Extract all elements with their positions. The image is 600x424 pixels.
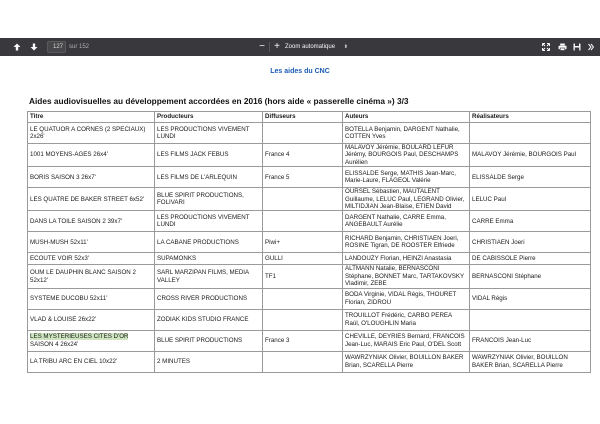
cell-producteurs: LA CABANE PRODUCTIONS [155, 232, 263, 253]
cell-producteurs: LES PRODUCTIONS VIVEMENT LUNDI [155, 123, 263, 144]
cell-diffuseurs [263, 309, 343, 330]
cell-auteurs: TROUILLOT Frédéric, CARBO PEREA Raúl, O'LOUGHLIN Maria [343, 309, 470, 330]
table-header-row [28, 112, 591, 123]
cell-titre: DANS LA TOILE SAISON 2 39x7' [28, 211, 155, 232]
table-row [28, 232, 591, 253]
cell-titre: MUSH-MUSH 52x11' [28, 232, 155, 253]
cell-auteurs: CHEVILLE, DEYRIES Bernard, FRANCOIS Jean-Luc, MARAIS Eric Paul, O'DEL Scott [343, 330, 470, 351]
column-header-realisateurs: Réalisateurs [470, 112, 591, 123]
cell-titre [28, 330, 155, 351]
cell-diffuseurs: Piwi+ [263, 232, 343, 253]
presentation-mode-button[interactable] [540, 38, 552, 56]
cell-diffuseurs: GULLI [263, 253, 343, 265]
cell-titre: VLAD & LOUISE 26x22' [28, 309, 155, 330]
cell-realisateurs: MALAVOY Jérémie, BOURGOIS Paul [470, 144, 591, 167]
cell-diffuseurs [263, 288, 343, 309]
cell-producteurs: SARL MARZIPAN FILMS, MEDIA VALLEY [155, 265, 263, 288]
cell-auteurs: BOTELLA Benjamin, DARGENT Nathalie, COTTEN Yves [343, 123, 470, 144]
page-number-input[interactable] [47, 41, 66, 53]
table-row [28, 288, 591, 309]
pdf-toolbar [0, 38, 600, 56]
table-row [28, 211, 591, 232]
cell-diffuseurs: France 3 [263, 330, 343, 351]
cell-producteurs: SUPAMONKS [155, 253, 263, 265]
cell-realisateurs: DE CABISSOLE Pierre [470, 253, 591, 265]
cell-producteurs: LES PRODUCTIONS VIVEMENT LUNDI [155, 211, 263, 232]
print-button[interactable] [556, 38, 568, 56]
cell-realisateurs [470, 309, 591, 330]
cell-diffuseurs: France 4 [263, 144, 343, 167]
zoom-in-button[interactable]: + [274, 41, 280, 52]
toolbar-divider [269, 42, 270, 52]
zoom-select[interactable] [285, 41, 348, 53]
fullscreen-icon [542, 43, 550, 51]
tools-button[interactable] [585, 38, 597, 56]
table-row [28, 330, 591, 351]
cell-titre: LES QUATRE DE BAKER STREET 6x52' [28, 188, 155, 211]
arrow-down-icon [30, 43, 38, 51]
cell-auteurs: LANDOUZY Florian, HEINZI Anastasia [343, 253, 470, 265]
cell-diffuseurs [263, 211, 343, 232]
cell-auteurs: MALAVOY Jérémie, BOULARD LEFUR Jérémy, BOURGOIS Paul, DESCHAMPS Aurélien [343, 144, 470, 167]
cell-realisateurs: CARRE Emma [470, 211, 591, 232]
table-row [28, 309, 591, 330]
arrow-up-icon [13, 43, 21, 51]
cell-producteurs: CROSS RIVER PRODUCTIONS [155, 288, 263, 309]
table-row [28, 351, 591, 372]
zoom-select-value: Zoom automatique [285, 44, 336, 50]
cell-titre: ECOUTE VOIR 52x3' [28, 253, 155, 265]
column-header-diffuseurs: Diffuseurs [263, 112, 343, 123]
cell-titre: LE QUATUOR A CORNES (2 SPECIAUX) 2x26' [28, 123, 155, 144]
cell-realisateurs: WAWRZYNIAK Olivier, BOUILLON BAKER Brian, SCARELLA Pierre [470, 351, 591, 372]
chevron-updown-icon: ⬍ [343, 44, 348, 50]
cell-titre: SYSTEME DUCOBU 52x11' [28, 288, 155, 309]
cell-diffuseurs: France 5 [263, 167, 343, 188]
cell-producteurs: BLUE SPIRIT PRODUCTIONS, FOLIVARI [155, 188, 263, 211]
table-row [28, 123, 591, 144]
cell-auteurs: WAWRZYNIAK Olivier, BOUILLON BAKER Brian, SCARELLA Pierre [343, 351, 470, 372]
cell-realisateurs: VIDAL Régis [470, 288, 591, 309]
cell-auteurs: DARGENT Nathalie, CARRE Emma, ANGEBAULT Aurélie [343, 211, 470, 232]
cell-auteurs: ELISSALDE Serge, MATHIS Jean-Marc, Marie-Laure, FLAGEOL Valérie [343, 167, 470, 188]
cell-producteurs: 2 MINUTES [155, 351, 263, 372]
cell-titre: LA TRIBU ARC EN CIEL 10x22' [28, 351, 155, 372]
page-heading: Les aides du CNC [270, 68, 330, 75]
cell-producteurs: LES FILMS DE L'ARLEQUIN [155, 167, 263, 188]
cell-auteurs: RICHARD Benjamin, CHRISTIAEN Joeri, ROSINE Tigran, DE ROOSTER Elfriede [343, 232, 470, 253]
cell-diffuseurs [263, 123, 343, 144]
cell-realisateurs [470, 123, 591, 144]
column-header-titre: Titre [28, 112, 155, 123]
table-row [28, 265, 591, 288]
page-count-label: sur 152 [69, 44, 90, 50]
cell-producteurs: ZODIAK KIDS STUDIO FRANCE [155, 309, 263, 330]
print-icon [558, 43, 567, 51]
section-title: Aides audiovisuelles au développement accordées en 2016 (hors aide « passerelle cinéma ») 3/3 [29, 96, 409, 106]
cell-producteurs: LES FILMS JACK FEBUS [155, 144, 263, 167]
cell-auteurs: OURSEL Sébastien, MAUTALENT Guillaume, LELUC Paul, LEGRAND Olivier, MILTIDJIAN Jean-Blaise, ETIEN David [343, 188, 470, 211]
table-row [28, 188, 591, 211]
table-row [28, 167, 591, 188]
cell-realisateurs: FRANCOIS Jean-Luc [470, 330, 591, 351]
cell-titre: BORIS SAISON 3 26x7' [28, 167, 155, 188]
cell-diffuseurs [263, 188, 343, 211]
next-page-button[interactable] [27, 38, 41, 56]
table-row [28, 144, 591, 167]
cell-auteurs: ALTMANN Natalie, BERNASCONI Stéphane, BONNET Marc, TARTAKOVSKY Vladimir, ZEBE [343, 265, 470, 288]
table-row [28, 253, 591, 265]
zoom-out-button[interactable]: − [259, 41, 265, 52]
cell-realisateurs: CHRISTIAEN Joeri [470, 232, 591, 253]
cell-diffuseurs: TF1 [263, 265, 343, 288]
cell-realisateurs: LELUC Paul [470, 188, 591, 211]
column-header-auteurs: Auteurs [343, 112, 470, 123]
double-chevron-right-icon [588, 43, 594, 51]
cell-titre: 1001 MOYENS-AGES 26x4' [28, 144, 155, 167]
cell-auteurs: BODA Virginie, VIDAL Régis, THOURET Florian, ZIDROU [343, 288, 470, 309]
cell-titre: OUM LE DAUPHIN BLANC SAISON 2 52x12' [28, 265, 155, 288]
cell-producteurs: BLUE SPIRIT PRODUCTIONS [155, 330, 263, 351]
cell-realisateurs: BERNASCONI Stéphane [470, 265, 591, 288]
save-icon [573, 43, 581, 51]
pdf-page [0, 56, 600, 424]
column-header-producteurs: Producteurs [155, 112, 263, 123]
highlighted-title-text: LES MYSTERIEUSES CITES D'OR [30, 333, 129, 341]
title-text: SAISON 4 26x24' [30, 340, 79, 348]
cell-diffuseurs [263, 351, 343, 372]
cell-realisateurs: ELISSALDE Serge [470, 167, 591, 188]
previous-page-button[interactable] [10, 38, 24, 56]
grants-table [27, 111, 591, 373]
download-button[interactable] [571, 38, 583, 56]
